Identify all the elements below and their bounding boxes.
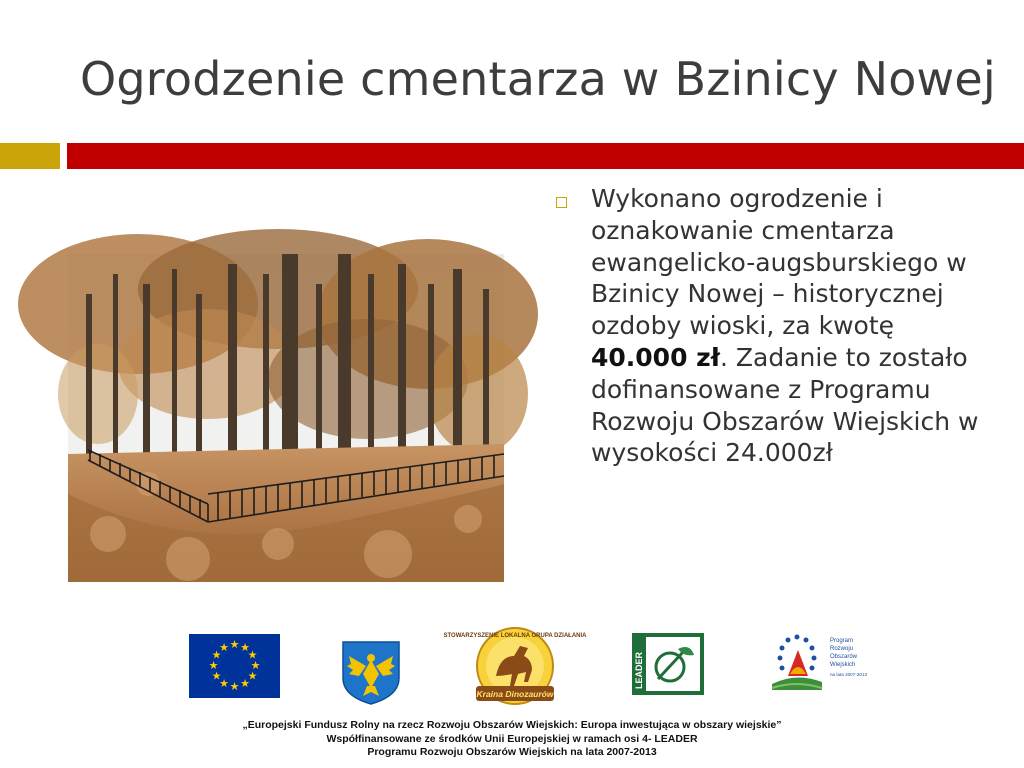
svg-text:★: ★ — [240, 641, 250, 654]
eu-flag-logo — [189, 634, 280, 698]
slide-title: Ogrodzenie cmentarza w Bzinicy Nowej — [80, 52, 996, 106]
leader-logo — [632, 633, 704, 695]
lgd-top-text: STOWARZYSZENIE LOKALNA GRUPA DZIAŁANIA — [443, 633, 587, 639]
svg-text:★: ★ — [211, 648, 222, 662]
sponsor-logos-row — [0, 626, 1024, 706]
footer-line-3: Programu Rozwoju Obszarów Wiejskich na lata 2007-2013 — [367, 746, 657, 758]
svg-text:★: ★ — [219, 641, 229, 654]
lgd-name: Kraina Dinozaurów — [476, 689, 554, 699]
svg-text:★: ★ — [229, 638, 240, 651]
svg-text:★: ★ — [208, 659, 219, 672]
footer-line-2: Współfinansowane ze środków Unii Europejskiej w ramach osi 4- LEADER — [326, 732, 698, 745]
leader-text: LEADER — [634, 651, 644, 689]
coat-of-arms-logo — [341, 640, 401, 706]
accent-bar-gold — [0, 143, 60, 169]
amount-bold: 40.000 zł — [591, 342, 721, 372]
svg-text:★: ★ — [219, 677, 229, 690]
svg-text:★: ★ — [211, 669, 222, 683]
prow-line-3: Obszarów — [830, 654, 858, 660]
prow-line-5: na lata 2007-2013 — [830, 672, 868, 677]
lgd-dinosaur-logo — [443, 626, 587, 706]
svg-text:★: ★ — [240, 677, 250, 690]
accent-bar-red — [67, 143, 1024, 169]
svg-text:★: ★ — [229, 680, 240, 693]
svg-text:★: ★ — [247, 669, 258, 683]
svg-text:★: ★ — [247, 648, 258, 662]
bullet-text — [591, 183, 983, 469]
svg-text:★: ★ — [250, 659, 261, 672]
footer-line-1: „Europejski Fundusz Rolny na rzecz Rozwoju Obszarów Wiejskich: Europa inwestująca w obszary wiejskie” — [242, 719, 782, 731]
prow-line-2: Rozwoju — [830, 646, 854, 652]
prow-logo — [768, 628, 872, 696]
square-bullet-icon — [556, 197, 567, 208]
footer-note — [0, 719, 1024, 760]
bullet-item — [553, 183, 983, 469]
cemetery-fence-photo — [68, 254, 504, 582]
prow-line-1: Program — [830, 638, 854, 644]
bullet-text-part-1: Wykonano ogrodzenie i oznakowanie cmentarza ewangelicko-augsburskiego w Bzinicy Nowej – historycznej ozdoby wioski, za kwotę — [591, 184, 967, 341]
prow-line-4: Wiejskich — [830, 662, 856, 668]
bullet-text-part-2: . Zadanie to zostało dofinansowane z Programu Rozwoju Obszarów Wiejskich w wysokości 24.000zł — [591, 342, 979, 468]
